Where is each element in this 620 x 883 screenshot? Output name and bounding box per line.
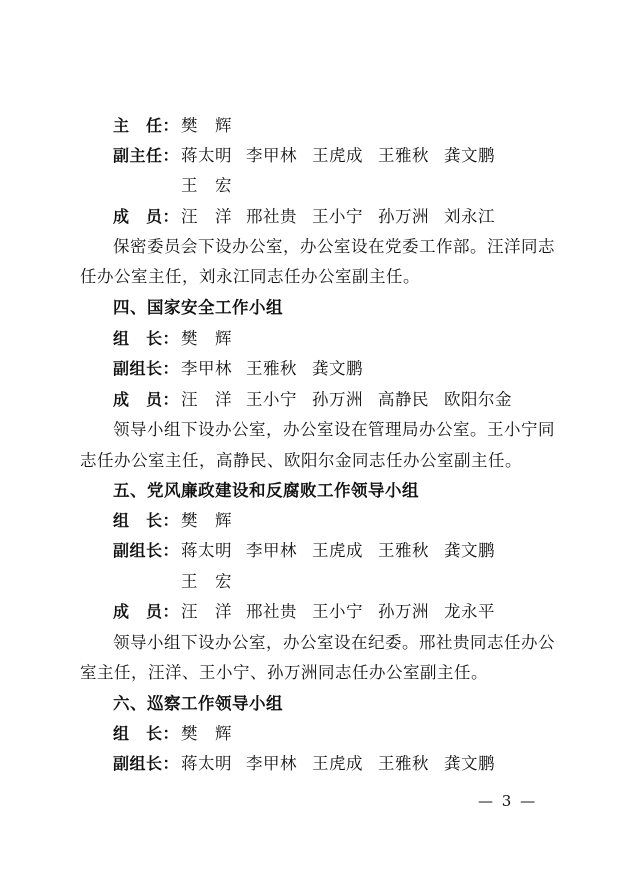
- member-name: 蒋太明: [181, 146, 232, 165]
- member-name: 王虎成: [312, 541, 363, 560]
- member-name: 龚文鹏: [444, 754, 495, 773]
- role-label: 组 长：: [113, 329, 180, 348]
- member-name: 李甲林: [181, 359, 232, 378]
- role-label: 组 长：: [113, 511, 180, 530]
- member-name: 李甲林: [246, 146, 297, 165]
- member-name: 孙万洲: [312, 390, 363, 409]
- member-name: 汪 洋: [181, 602, 232, 621]
- member-name: 王虎成: [312, 754, 363, 773]
- member-name: 邢社贵: [246, 207, 297, 226]
- member-name: 王小宁: [246, 390, 297, 409]
- member-name: 樊 辉: [181, 724, 232, 743]
- role-label: 成 员：: [113, 207, 180, 226]
- member-name: 欧阳尔金: [444, 390, 512, 409]
- member-name: 王虎成: [312, 146, 363, 165]
- paragraph-line: 志任办公室主任，高静民、欧阳尔金同志任办公室副主任。: [80, 451, 522, 470]
- role-label: 组 长：: [113, 724, 180, 743]
- paragraph-line: 领导小组下设办公室，办公室设在管理局办公室。王小宁同: [113, 420, 555, 439]
- member-name: 樊 辉: [181, 511, 232, 530]
- role-label: 成 员：: [113, 390, 180, 409]
- page-number: — 3 —: [478, 792, 538, 810]
- section-heading: 六、巡察工作领导小组: [113, 694, 283, 713]
- member-name: 李甲林: [246, 541, 297, 560]
- member-name: 龚文鹏: [444, 541, 495, 560]
- role-label: 副组长：: [113, 359, 180, 378]
- member-name: 蒋太明: [181, 754, 232, 773]
- role-label: 副组长：: [113, 541, 180, 560]
- paragraph-line: 任办公室主任，刘永江同志任办公室副主任。: [80, 267, 420, 286]
- member-name: 王小宁: [312, 602, 363, 621]
- member-name: 王 宏: [181, 176, 232, 195]
- member-name: 王雅秋: [378, 541, 429, 560]
- member-name: 汪 洋: [181, 390, 232, 409]
- member-name: 王雅秋: [378, 754, 429, 773]
- member-name: 王 宏: [181, 572, 232, 591]
- member-name: 蒋太明: [181, 541, 232, 560]
- role-label: 成 员：: [113, 602, 180, 621]
- member-name: 刘永江: [444, 207, 495, 226]
- member-name: 王雅秋: [378, 146, 429, 165]
- member-name: 樊 辉: [181, 329, 232, 348]
- member-name: 王雅秋: [246, 359, 297, 378]
- section-heading: 五、党风廉政建设和反腐败工作领导小组: [113, 481, 419, 500]
- member-name: 孙万洲: [378, 602, 429, 621]
- member-name: 龚文鹏: [312, 359, 363, 378]
- member-name: 李甲林: [246, 754, 297, 773]
- paragraph-line: 室主任，汪洋、王小宁、孙万洲同志任办公室副主任。: [80, 663, 488, 682]
- member-name: 龙永平: [444, 602, 495, 621]
- member-name: 汪 洋: [181, 207, 232, 226]
- role-label: 副组长：: [113, 754, 180, 773]
- role-label: 主 任：: [113, 116, 180, 135]
- member-name: 高静民: [378, 390, 429, 409]
- role-label: 副主任：: [113, 146, 180, 165]
- paragraph-line: 保密委员会下设办公室，办公室设在党委工作部。汪洋同志: [113, 237, 555, 256]
- member-name: 孙万洲: [378, 207, 429, 226]
- member-name: 龚文鹏: [444, 146, 495, 165]
- member-name: 王小宁: [312, 207, 363, 226]
- member-name: 邢社贵: [246, 602, 297, 621]
- section-heading: 四、国家安全工作小组: [113, 298, 283, 317]
- member-name: 樊 辉: [181, 116, 232, 135]
- paragraph-line: 领导小组下设办公室，办公室设在纪委。邢社贵同志任办公: [113, 633, 555, 652]
